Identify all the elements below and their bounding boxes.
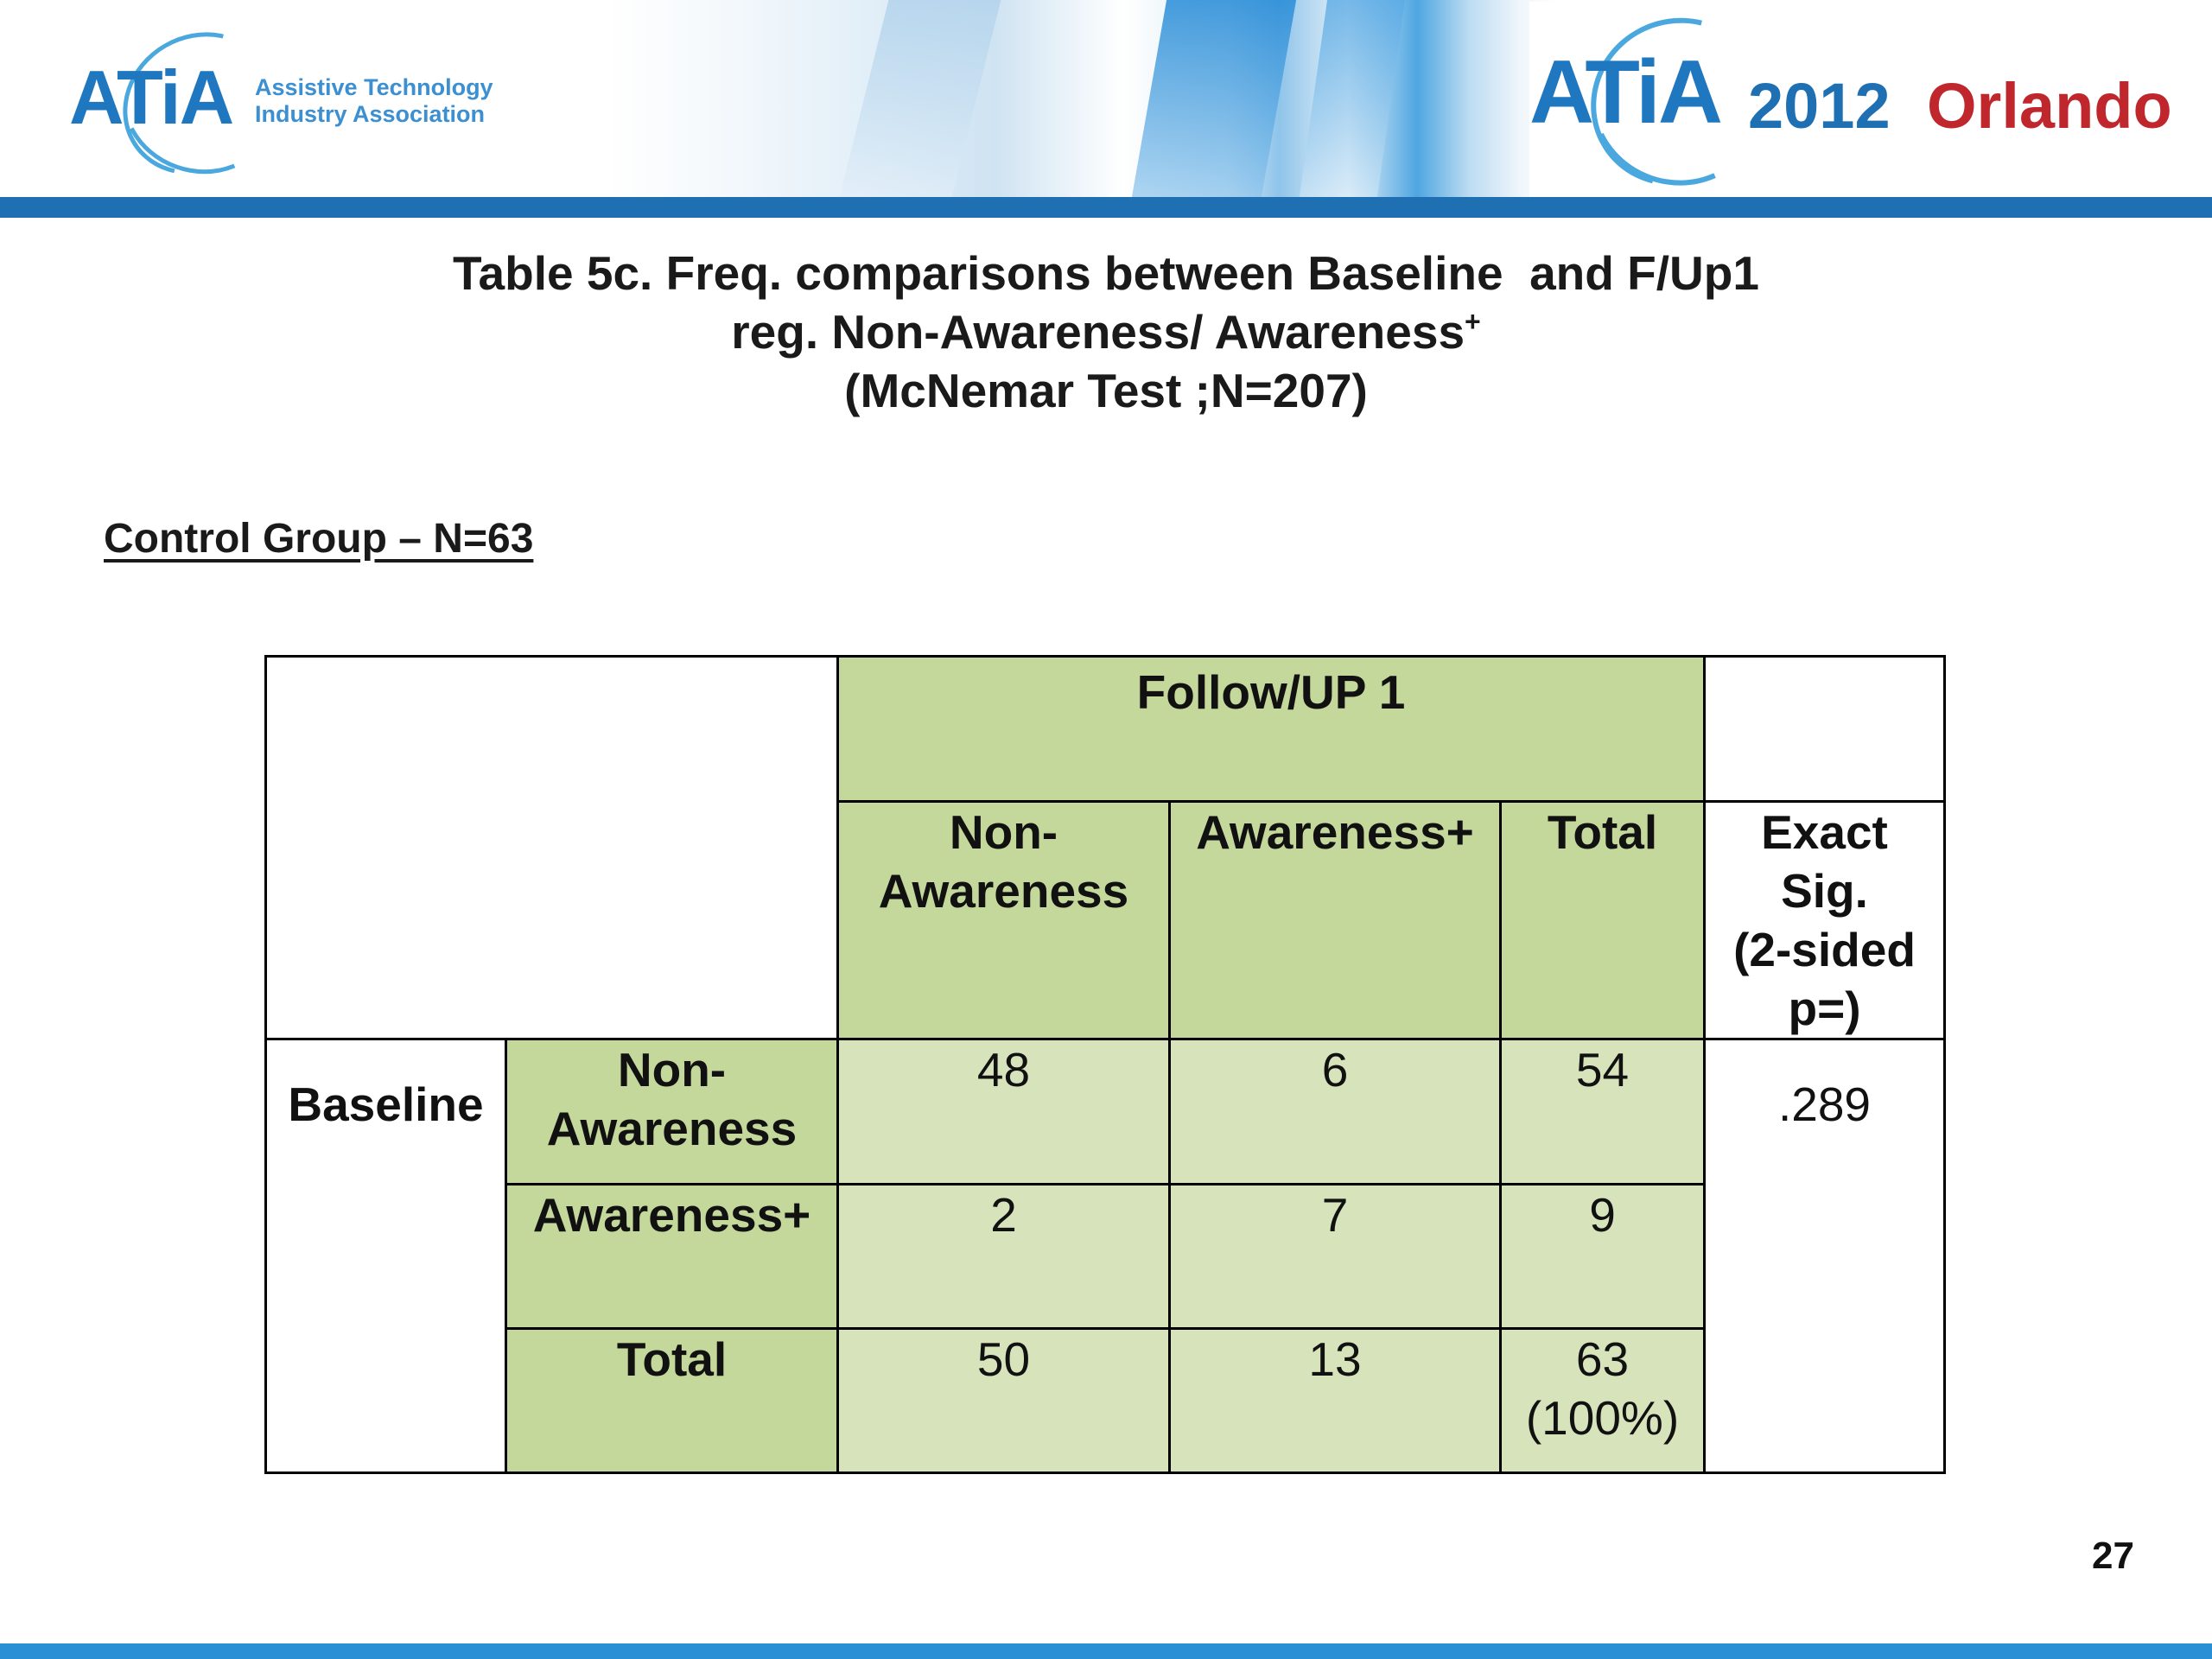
page-number: 27 bbox=[2092, 1535, 2134, 1577]
banner-decoration bbox=[1132, 0, 1296, 197]
col-header-exact-sig: Exact Sig. (2-sided p=) bbox=[1705, 802, 1945, 1039]
title-line-1: Table 5c. Freq. comparisons between Baseline and F/Up1 bbox=[453, 246, 1759, 300]
atia-logo bbox=[69, 35, 518, 164]
col-header-awareness: Awareness+ bbox=[1170, 802, 1501, 1039]
table-cell: 13 bbox=[1170, 1329, 1501, 1473]
logo-tagline-line2: Industry Association bbox=[255, 101, 486, 127]
table-cell: 48 bbox=[838, 1039, 1170, 1185]
table-cell: 6 bbox=[1170, 1039, 1501, 1185]
header-banner bbox=[0, 0, 2212, 197]
title-line-3: (McNemar Test ;N=207) bbox=[844, 364, 1368, 417]
banner-decoration bbox=[840, 0, 1001, 197]
footer-rule bbox=[0, 1643, 2212, 1659]
logo-tagline bbox=[255, 74, 493, 128]
banner-decoration bbox=[1300, 0, 1405, 197]
title-superscript: + bbox=[1465, 306, 1481, 337]
slide-title bbox=[242, 244, 1970, 420]
logo-city: Orlando bbox=[1927, 70, 2172, 142]
mcnemar-table bbox=[264, 655, 1946, 1474]
atia-2012-orlando-logo bbox=[1529, 2, 2190, 197]
col-header-total: Total bbox=[1501, 802, 1705, 1039]
empty-header-cell bbox=[1705, 657, 1945, 802]
header-rule bbox=[0, 197, 2212, 218]
logo-mark: ATiA bbox=[1529, 42, 1721, 143]
group-subheading: Control Group – N=63 bbox=[104, 516, 534, 562]
title-line-2-text: reg. Non-Awareness/ Awareness bbox=[731, 305, 1465, 359]
title-line-2 bbox=[242, 302, 1970, 361]
table-cell: 7 bbox=[1170, 1185, 1501, 1329]
followup-group-header: Follow/UP 1 bbox=[838, 657, 1705, 802]
logo-tagline-line1: Assistive Technology bbox=[255, 74, 493, 100]
table-cell: 9 bbox=[1501, 1185, 1705, 1329]
row-header-non-awareness: Non- Awareness bbox=[506, 1039, 838, 1185]
table-cell: 54 bbox=[1501, 1039, 1705, 1185]
empty-corner-cell bbox=[266, 657, 838, 1039]
table-cell-grand-total: 63 (100%) bbox=[1501, 1329, 1705, 1473]
col-header-non-awareness: Non- Awareness bbox=[838, 802, 1170, 1039]
logo-year: 2012 bbox=[1748, 70, 1891, 142]
table-cell: 50 bbox=[838, 1329, 1170, 1473]
table-cell: 2 bbox=[838, 1185, 1170, 1329]
logo-mark: ATiA bbox=[69, 54, 233, 140]
row-group-baseline: Baseline bbox=[266, 1039, 506, 1473]
row-header-awareness: Awareness+ bbox=[506, 1185, 838, 1329]
exact-sig-value: .289 bbox=[1705, 1039, 1945, 1473]
row-header-total: Total bbox=[506, 1329, 838, 1473]
